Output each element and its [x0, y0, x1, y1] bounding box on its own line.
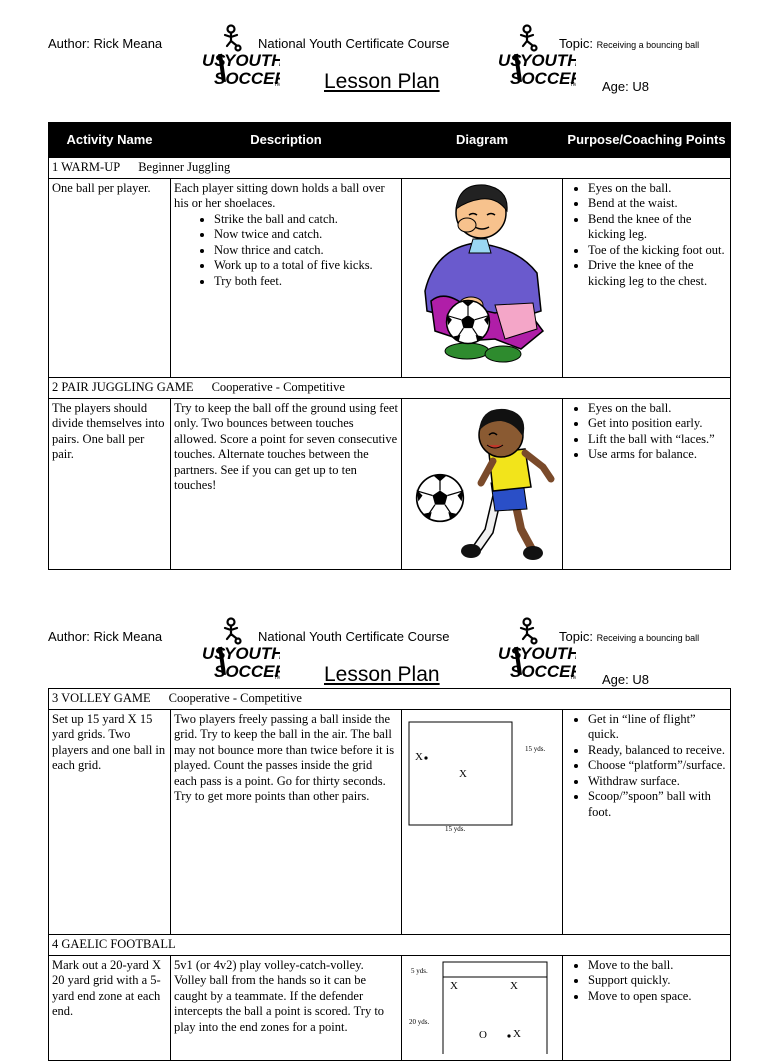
ball-dot	[424, 756, 427, 759]
col-diagram: Diagram	[402, 123, 563, 158]
soccer-ball-icon	[417, 474, 464, 521]
course-name: National Youth Certificate Course	[258, 36, 450, 51]
section-volley-game	[49, 689, 731, 710]
us-youth-soccer-logo	[200, 617, 280, 683]
list-item: • Lift the ball with “laces.”	[588, 432, 727, 448]
player-b: X	[459, 767, 467, 780]
ball-dot	[507, 1034, 510, 1037]
list-item: • Withdraw surface.	[588, 774, 727, 790]
sitting-boy-illustration	[405, 181, 564, 371]
attacker-x: X	[510, 979, 518, 992]
list-item: • Strike the ball and catch.	[214, 212, 398, 228]
gaelic-field-diagram	[405, 958, 564, 1054]
field-length-label: 20 yds.	[409, 1017, 430, 1026]
activity-cell: Set up 15 yard X 15 yard grids. Two players and one ball in each grid.	[49, 709, 171, 935]
list-item: • Bend the knee of the kicking leg.	[588, 212, 727, 243]
list-item: • Drive the knee of the kicking leg to the chest.	[588, 258, 727, 289]
player-a: X	[415, 750, 423, 763]
section-number: 3 VOLLEY GAME	[52, 691, 151, 705]
section-number: 2 PAIR JUGGLING GAME	[52, 380, 194, 394]
description-cell: Two players freely passing a ball inside the grid. Try to keep the ball in the air. The ball may not bounce more than twice before it is played. Count the passes inside the grid each pass is a point. Go for thirty seconds. Try to get more points than other pairs.	[171, 709, 402, 935]
col-activity-name: Activity Name	[49, 123, 171, 158]
attacker-x: X	[513, 1027, 521, 1040]
page-title: Lesson Plan	[324, 663, 440, 686]
topic-value: Receiving a bouncing ball	[596, 633, 700, 643]
field-outline	[443, 962, 547, 1054]
section-gaelic-football	[49, 935, 731, 956]
defender-o: O	[479, 1028, 487, 1041]
diagram-cell	[402, 955, 563, 1061]
topic	[559, 629, 699, 644]
list-item: • Move to open space.	[588, 989, 727, 1005]
list-item: • Eyes on the ball.	[588, 181, 727, 197]
list-item: • Move to the ball.	[588, 958, 727, 974]
description-cell: 5v1 (or 4v2) play volley-catch-volley. Volley ball from the hands so it can be caught by a teammate. If the defender intercepts the ball a point is scored. Try to play into the end zones for a point.	[171, 955, 402, 1061]
list-item: • Toe of the kicking foot out.	[588, 243, 727, 259]
lesson-plan-table-2	[48, 688, 731, 1061]
lesson-plan-table-1	[48, 122, 731, 570]
activity-cell: One ball per player.	[49, 178, 171, 378]
topic	[559, 36, 699, 51]
section-warm-up	[49, 158, 731, 179]
section-number: 1 WARM-UP	[52, 160, 121, 174]
end-zone-label: 5 yds.	[411, 966, 428, 975]
course-name: National Youth Certificate Course	[258, 629, 450, 644]
topic-label: Topic:	[559, 629, 593, 644]
section-subtitle: Beginner Juggling	[138, 160, 231, 174]
list-item: • Try both feet.	[214, 274, 398, 290]
list-item: • Use arms for balance.	[588, 447, 727, 463]
list-item: • Support quickly.	[588, 973, 727, 989]
activity-cell: Mark out a 20-yard X 20 yard grid with a 5-yard end zone at each end.	[49, 955, 171, 1061]
author-label: Author: Rick Meana	[48, 36, 163, 51]
section-pair-juggling	[49, 378, 731, 399]
section-subtitle: Cooperative - Competitive	[168, 691, 302, 705]
age-label: Age: U8	[602, 79, 649, 94]
purpose-cell	[563, 398, 731, 570]
diagram-cell	[402, 398, 563, 570]
us-youth-soccer-logo	[200, 24, 280, 90]
col-purpose: Purpose/Coaching Points	[563, 123, 731, 158]
col-description: Description	[171, 123, 402, 158]
volley-grid-diagram	[405, 712, 564, 928]
description-cell: Try to keep the ball off the ground using feet only. Two bounces between touches allowed. Score a point for seven consecutive touches. Alternate touches between the partners. See if you can get up to ten touches!	[171, 398, 402, 570]
page-title: Lesson Plan	[324, 70, 440, 93]
list-item: • Now twice and catch.	[214, 227, 398, 243]
purpose-cell	[563, 955, 731, 1061]
description-cell	[171, 178, 402, 378]
list-item: • Get in “line of flight” quick.	[588, 712, 727, 743]
author-label: Author: Rick Meana	[48, 629, 163, 644]
list-item: • Scoop/”spoon” ball with foot.	[588, 789, 727, 820]
list-item: • Bend at the waist.	[588, 196, 727, 212]
list-item: • Get into position early.	[588, 416, 727, 432]
diagram-cell	[402, 709, 563, 935]
us-youth-soccer-logo	[496, 24, 576, 90]
section-number: 4 GAELIC FOOTBALL	[52, 937, 176, 951]
topic-label: Topic:	[559, 36, 593, 51]
activity-cell: The players should divide themselves into pairs. One ball per pair.	[49, 398, 171, 570]
purpose-cell	[563, 709, 731, 935]
bottom-length-label: 15 yds.	[445, 824, 466, 833]
kicking-boy-illustration	[405, 401, 564, 563]
purpose-cell	[563, 178, 731, 378]
section-subtitle: Cooperative - Competitive	[211, 380, 345, 394]
us-youth-soccer-logo	[496, 617, 576, 683]
side-length-label: 15 yds.	[525, 744, 546, 753]
list-item: • Choose “platform”/surface.	[588, 758, 727, 774]
age-label: Age: U8	[602, 672, 649, 687]
list-item: • Work up to a total of five kicks.	[214, 258, 398, 274]
attacker-x: X	[450, 979, 458, 992]
diagram-cell	[402, 178, 563, 378]
list-item: • Now thrice and catch.	[214, 243, 398, 259]
description-intro: Each player sitting down holds a ball over his or her shoelaces.	[174, 180, 385, 210]
list-item: • Eyes on the ball.	[588, 401, 727, 417]
topic-value: Receiving a bouncing ball	[596, 40, 700, 50]
list-item: • Ready, balanced to receive.	[588, 743, 727, 759]
